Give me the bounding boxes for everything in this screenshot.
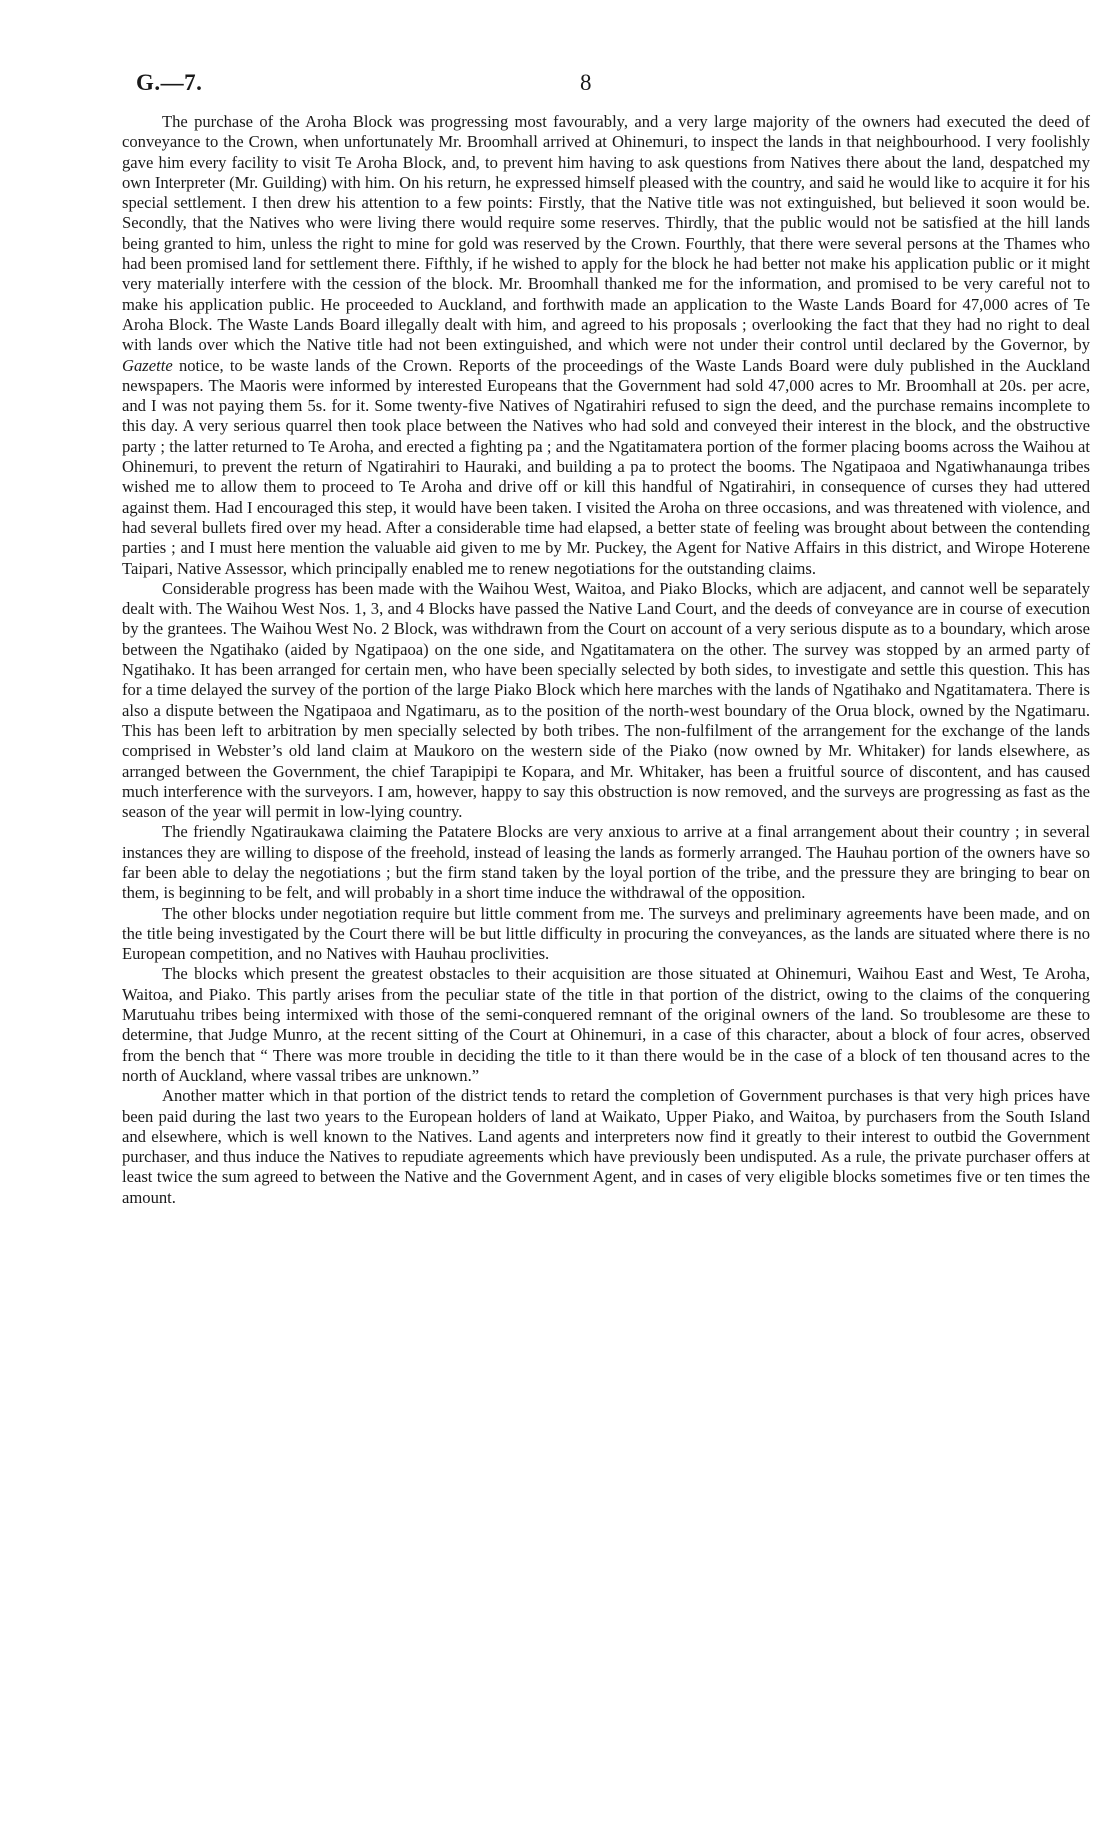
paragraph-text: The purchase of the Aroha Block was progressing most favourably, and a very large majority of the owners had executed the deed of conveyance to the Crown, when unfortunately Mr. Broomhall arrived at Ohinemuri, to inspect the lands in that neighbourhood. I very foolishly gave him every facility to visit Te Aroha Block, and, to prevent him having to ask questions from Natives there about the land, despatched my own Interpreter (Mr. Guilding) with him. On his return, he expressed himself pleased with the country, and said he would like to acquire it for his special settlement. I then drew his attention to a few points: Firstly, that the Native title was not extinguished, but believed it soon would be. Secondly, that the Natives who were living there would require some reserves. Thirdly, that the public would not be satisfied at the hill lands being granted to him, unless the right to mine for gold was reserved by the Crown. Fourthly, that there were several persons at the Thames who had been promised land for settlement there. Fifthly, if he wished to apply for the block he had better not make his application public or it might very materially interfere with the cession of the block. Mr. Broomhall thanked me for the information, and promised to be very careful not to make his application public. He proceeded to Auckland, and forthwith made an application to the Waste Lands Board for 47,000 acres of Te Aroha Block. The Waste Lands Board illegally dealt with him, and agreed to his proposals ; overlooking the fact that they had no right to deal with lands over which the Native title had not been extinguished, and which were not under their control until declared by the Governor, by <box>122 112 1090 355</box>
paragraph-text: Considerable progress has been made with the Waihou West, Waitoa, and Piako Blocks, which are adjacent, and cannot well be separately dealt with. The Waihou West Nos. 1, 3, and 4 Blocks have passed the Native Land Court, and the deeds of conveyance are in course of execution by the grantees. The Waihou West No. 2 Block, was withdrawn from the Court on account of a very serious dispute as to a boundary, which arose between the Ngatihako (aided by Ngatipaoa) on the one side, and Ngatitamatera on the other. The survey was stopped by an armed party of Ngatihako. It has been arranged for certain men, who have been specially selected by both sides, to investigate and settle this question. This has for a time delayed the survey of the portion of the large Piako Block which here marches with the lands of Ngatihako and Ngatitamatera. There is also a dispute between the Ngatipaoa and Ngatimaru, as to the position of the north-west boundary of the Orua block, owned by the Ngatimaru. This has been left to arbitration by men specially selected by both tribes. The non-fulfilment of the arrangement for the exchange of the lands comprised in Webster’s old land claim at Maukoro on the western side of the Piako (now owned by Mr. Whitaker) for lands elsewhere, as arranged between the Government, the chief Tarapipipi te Kopara, and Mr. Whitaker, has been a fruitful source of discontent, and has caused much interference with the surveyors. I am, however, happy to say this obstruction is now removed, and the surveys are progressing as fast as the season of the year will permit in low-lying country. <box>122 578 1090 822</box>
body-text <box>122 112 1090 1208</box>
paragraph-text: The other blocks under negotiation require but little comment from me. The surveys and preliminary agreements have been made, and on the title being investigated by the Court there will be but little difficulty in procuring the conveyances, as the lands are situated where there is no European competition, and no Natives with Hauhau proclivities. <box>122 903 1090 964</box>
paragraph-waihou-west <box>122 579 1090 823</box>
paragraph-text: The blocks which present the greatest obstacles to their acquisition are those situated at Ohinemuri, Waihou East and West, Te Aroha, Waitoa, and Piako. This partly arises from the peculiar state of the title in that portion of the district, owing to the claims of the conquering Marutuahu tribes being intermixed with those of the semi-conquered remnant of the original owners of the land. So troublesome are these to determine, that Judge Munro, at the recent sitting of the Court at Ohinemuri, in a case of this character, about a block of four acres, observed from the bench that “ There was more trouble in deciding the title to it than there would be in the case of a block of ten thousand acres to the north of Auckland, where vassal tribes are unknown.” <box>122 964 1090 1085</box>
paragraph-text: Another matter which in that portion of the district tends to retard the completion of Government purchases is that very high prices have been paid during the last two years to the European holders of land at Waikato, Upper Piako, and Waitoa, by purchasers from the South Island and elsewhere, which is well known to the Natives. Land agents and interpreters now find it greatly to their interest to outbid the Government purchaser, and thus induce the Natives to repudiate agreements which have previously been undisputed. As a rule, the private purchaser offers at least twice the sum agreed to between the Native and the Government Agent, and in cases of very eligible blocks sometimes five or ten times the amount. <box>122 1086 1090 1207</box>
page-header <box>136 70 1096 100</box>
paragraph-aroha-block <box>122 112 1090 579</box>
paragraph-text: The friendly Ngatiraukawa claiming the Patatere Blocks are very anxious to arrive at a final arrangement about their country ; in several instances they are willing to dispose of the freehold, instead of leasing the lands as formerly arranged. The Hauhau portion of the owners have so far been able to delay the negotiations ; but the firm stand taken by the loyal portion of the tribe, and the pressure they are bringing to bear on them, is beginning to be felt, and will probably in a short time induce the withdrawal of the opposition. <box>122 822 1090 903</box>
paragraph-other-blocks <box>122 904 1090 965</box>
page-number: 8 <box>580 70 592 95</box>
gazette-italic-text: Gazette <box>122 355 173 375</box>
document-reference: G.—7. <box>136 70 203 95</box>
paragraph-text: notice, to be waste lands of the Crown. Reports of the proceedings of the Waste Lands Board were duly published in the Auckland newspapers. The Maoris were informed by interested Europeans that the Government had sold 47,000 acres to Mr. Broomhall at 20s. per acre, and I was not paying them 5s. for it. Some twenty-five Natives of Ngatirahiri refused to sign the deed, and the purchase remains incomplete to this day. A very serious quarrel then took place between the Natives who had sold and conveyed their interest in the block, and the obstructive party ; the latter returned to Te Aroha, and erected a fighting pa ; and the Ngatitamatera portion of the former placing booms across the Waihou at Ohinemuri, to prevent the return of Ngatirahiri to Hauraki, and building a pa to protect the booms. The Ngatipaoa and Ngatiwhanaunga tribes wished me to allow them to proceed to Te Aroha and drive off or kill this handful of Ngatirahiri, in consequence of curses they had uttered against them. Had I encouraged this step, it would have been taken. I visited the Aroha on three occasions, and was threatened with violence, and had several bullets fired over my head. After a considerable time had elapsed, a better state of feeling was brought about between the contending parties ; and I must here mention the valuable aid given to me by Mr. Puckey, the Agent for Native Affairs in this district, and Wirope Hoterene Taipari, Native Assessor, which principally enabled me to renew negotiations for the outstanding claims. <box>122 355 1090 578</box>
paragraph-high-prices <box>122 1086 1090 1208</box>
paragraph-greatest-obstacles <box>122 964 1090 1086</box>
paragraph-patatere-blocks <box>122 822 1090 903</box>
